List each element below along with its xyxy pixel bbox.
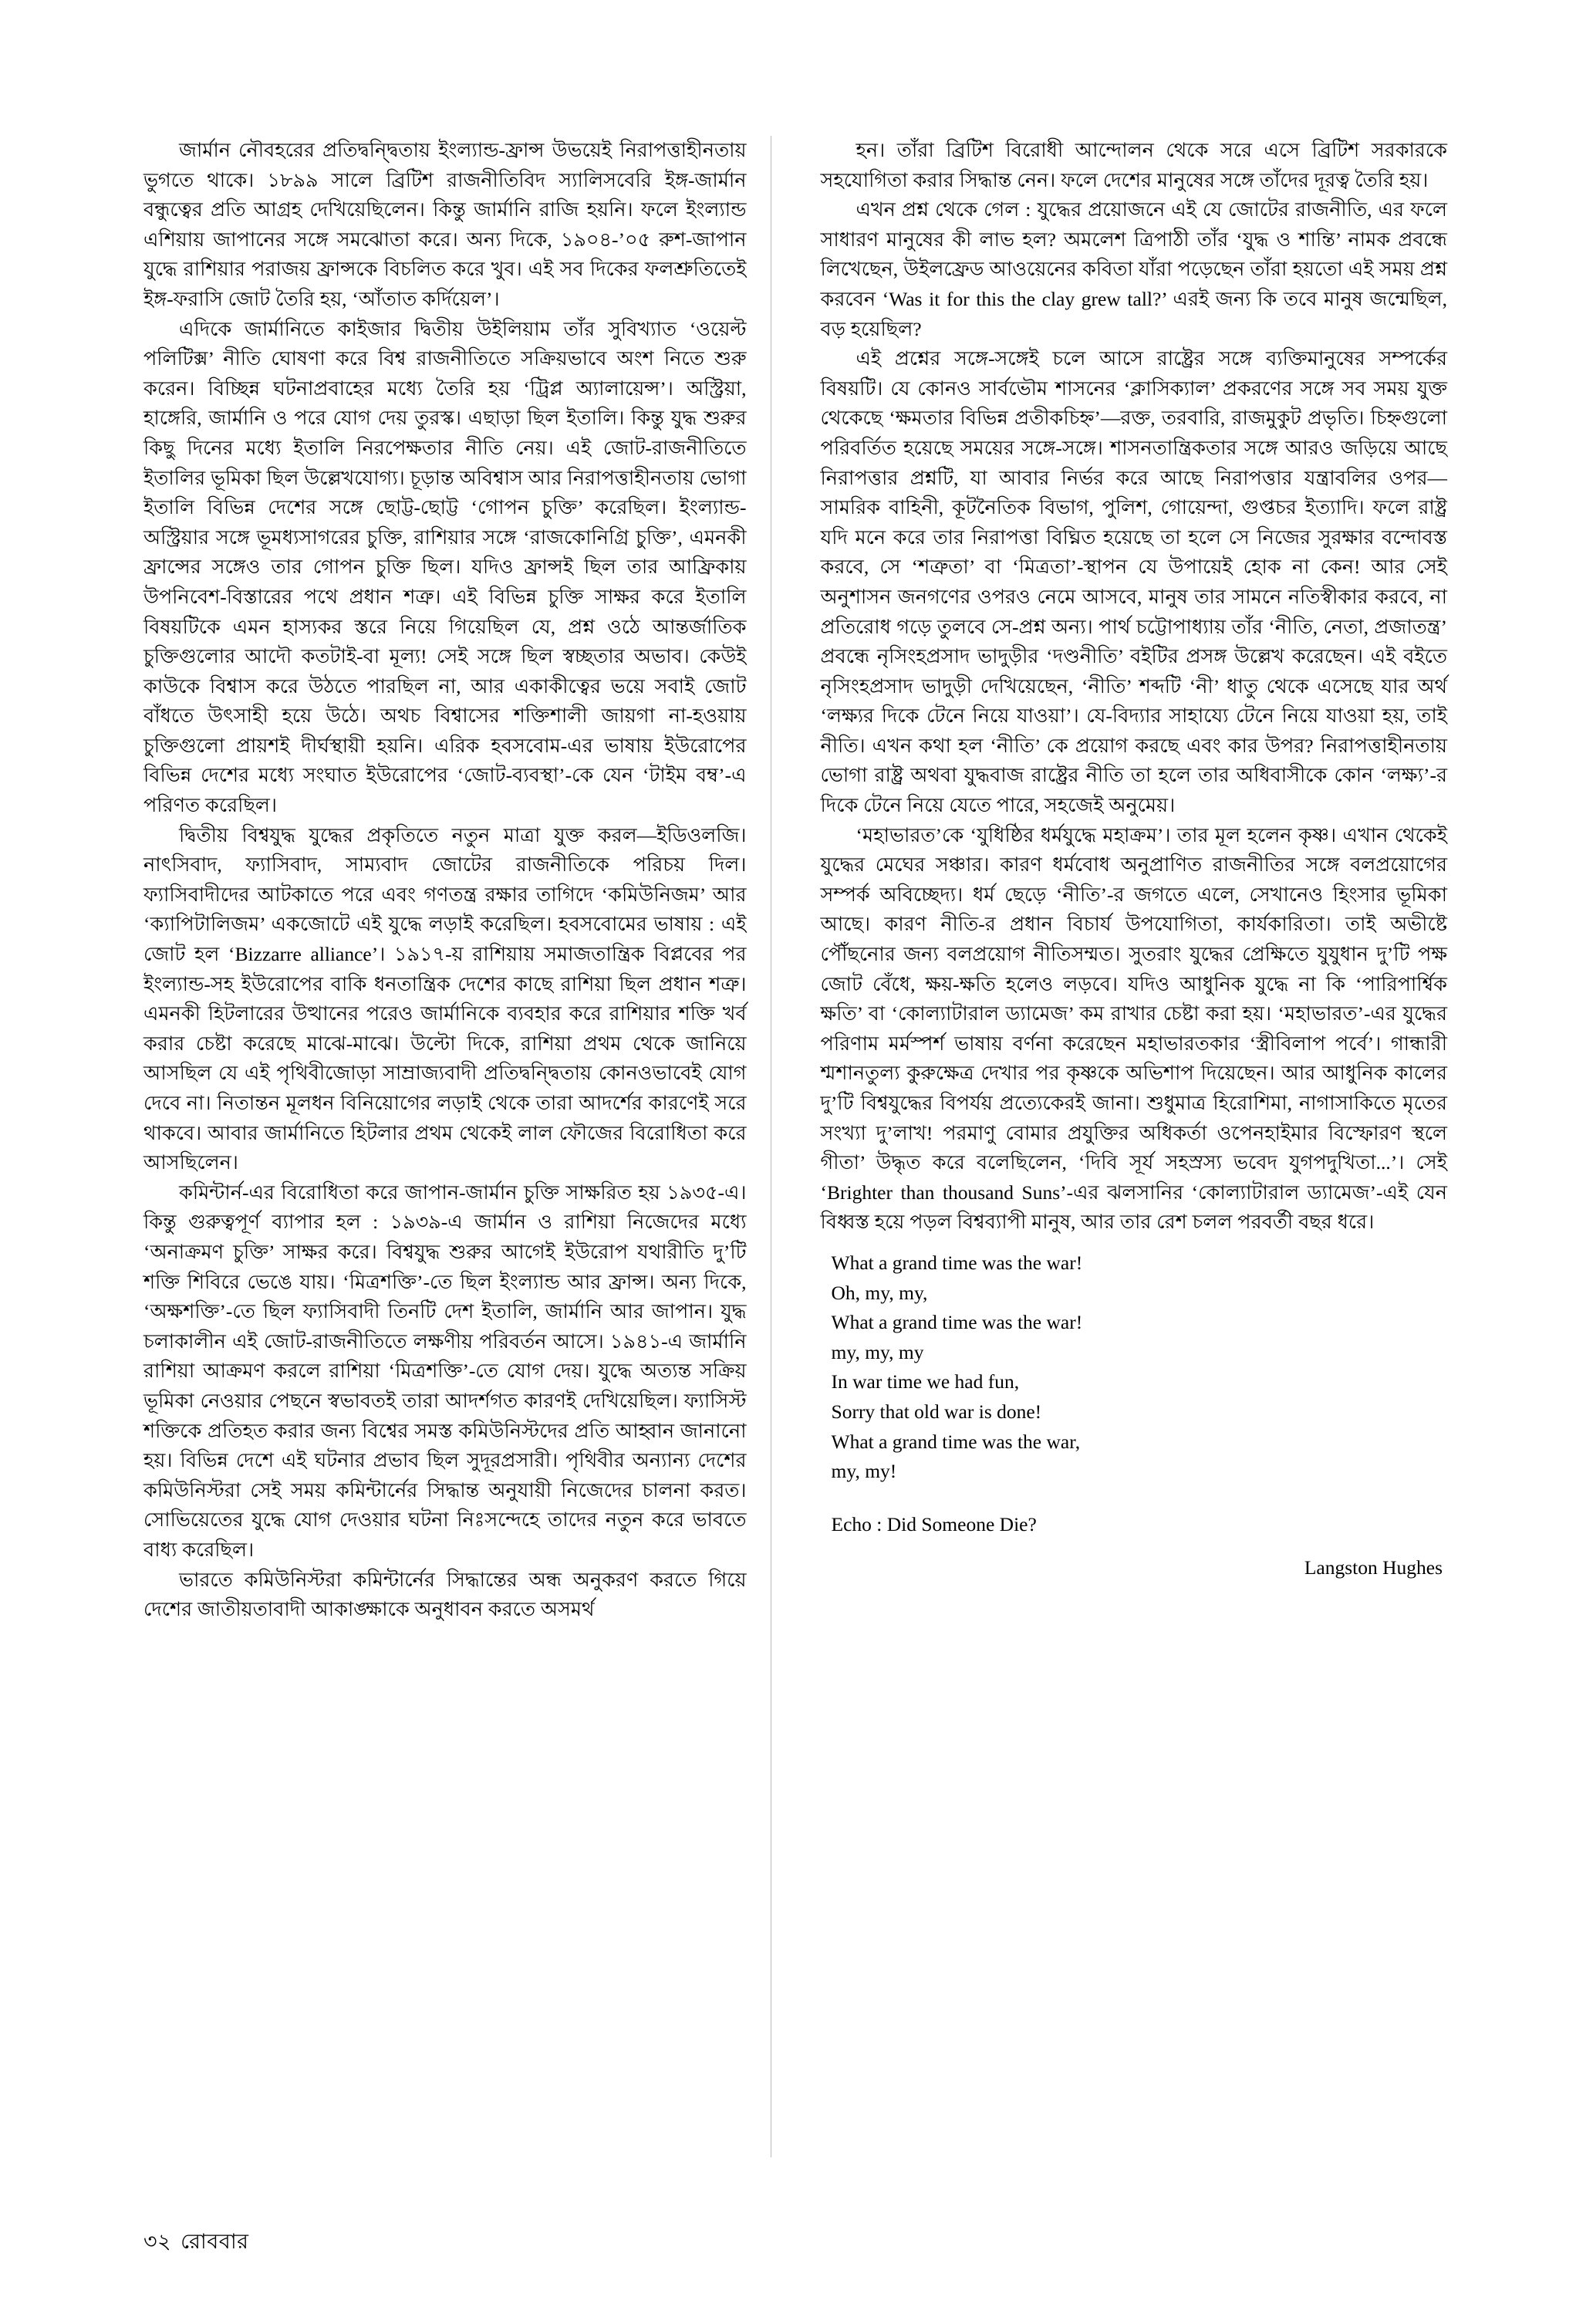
paragraph: জার্মান নৌবহরের প্রতিদ্বন্দ্বিতায় ইংল্যান্ড-ফ্রান্স উভয়েই নিরাপত্তাহীনতায় ভুগতে থাকে। ১৮৯৯ সালে ব্রিটিশ রাজনীতিবিদ স্যালিসবেরি ইঙ্গ-জার্মান বন্ধুত্বের প্রতি আগ্রহ দেখিয়েছিলেন। কিন্তু জার্মানি রাজি হয়নি। ফলে ইংল্যান্ড এশিয়ায় জাপানের সঙ্গে সমঝোতা করে। অন্য দিকে, ১৯০৪-’০৫ রুশ-জাপান যুদ্ধে রাশিয়ার পরাজয় ফ্রান্সকে বিচলিত করে খুব। এই সব দিকের ফলশ্রুতিতেই ইঙ্গ-ফরাসি জোট তৈরি হয়, ‘আঁতাত কর্দিয়েল’। — [143, 139, 747, 310]
paragraph: ভারতে কমিউনিস্টরা কমিন্টার্নের সিদ্ধান্তের অন্ধ অনুকরণ করতে গিয়ে দেশের জাতীয়তাবাদী আকাঙ্ক্ষাকে অনুধাবন করতে অসমর্থ — [143, 1568, 747, 1621]
paragraph: এখন প্রশ্ন থেকে গেল : যুদ্ধের প্রয়োজনে এই যে জোটের রাজনীতি, এর ফলে সাধারণ মানুষের কী লাভ হল? অমলেশ ত্রিপাঠী তাঁর ‘যুদ্ধ ও শান্তি’ নামক প্রবন্ধে লিখেছেন, উইলফ্রেড আওয়েনের কবিতা যাঁরা পড়েছেন তাঁরা হয়তো এই সময় প্রশ্ন করবেন ‘Was it for this the clay grew tall?’ এরই জন্য কি তবে মানুষ জন্মেছিল, বড় হয়েছিল? — [820, 198, 1447, 340]
poem-line: What a grand time was the war! — [831, 1311, 1083, 1334]
paragraph: এদিকে জার্মানিতে কাইজার দ্বিতীয় উইলিয়াম তাঁর সুবিখ্যাত ‘ওয়েল্ট পলিটিক্স’ নীতি ঘোষণা করে বিশ্ব রাজনীতিতে সক্রিয়ভাবে অংশ নিতে শুরু করেন। বিচ্ছিন্ন ঘটনাপ্রবাহের মধ্যে তৈরি হয় ‘ট্রিপ্ল অ্যালায়েন্স’। অস্ট্রিয়া, হাঙ্গেরি, জার্মানি ও পরে যোগ দেয় তুরস্ক। এছাড়া ছিল ইতালি। কিন্তু যুদ্ধ শুরুর কিছু দিনের মধ্যে ইতালি নিরপেক্ষতার নীতি নেয়। এই জোট-রাজনীতিতে ইতালির ভূমিকা ছিল উল্লেখযোগ্য। চূড়ান্ত অবিশ্বাস আর নিরাপত্তাহীনতায় ভোগা ইতালি বিভিন্ন দেশের সঙ্গে ছোট্ট-ছোট্ট ‘গোপন চুক্তি’ করেছিল। ইংল্যান্ড-অস্ট্রিয়ার সঙ্গে ভূমধ্যসাগরের চুক্তি, রাশিয়ার সঙ্গে ‘রাজকোনিগ্রি চুক্তি’, এমনকী ফ্রান্সের সঙ্গেও তার গোপন চুক্তি ছিল। যদিও ফ্রান্সই ছিল তার আফ্রিকায় উপনিবেশ-বিস্তারের পথে প্রধান শত্রু। এই বিভিন্ন চুক্তি সাক্ষর করে ইতালি বিষয়টিকে এমন হাস্যকর স্তরে নিয়ে গিয়েছিল যে, প্রশ্ন ওঠে আন্তর্জাতিক চুক্তিগুলোর আদৌ কতটাই-বা মূল্য! সেই সঙ্গে ছিল স্বচ্ছতার অভাব। কেউই কাউকে বিশ্বাস করে উঠতে পারছিল না, আর একাকীত্বের ভয়ে সবাই জোট বাঁধতে উৎসাহী হয়ে উঠে। অথচ বিশ্বাসের শক্তিশালী জায়গা না-হওয়ায় চুক্তিগুলো প্রায়শই দীর্ঘস্থায়ী হয়নি। এরিক হবসবোম-এর ভাষায় ইউরোপের বিভিন্ন দেশের মধ্যে সংঘাত ইউরোপের ‘জোট-ব্যবস্থা’-কে যেন ‘টাইম বম্ব’-এ পরিণত করেছিল। — [143, 317, 747, 817]
two-column-body — [143, 136, 1447, 2157]
poem-spacer — [821, 1487, 1447, 1507]
paragraph: দ্বিতীয় বিশ্বযুদ্ধ যুদ্ধের প্রকৃতিতে নতুন মাত্রা যুক্ত করল—ইডিওলজি। নাৎসিবাদ, ফ্যাসিবাদ, সাম্যবাদ জোটের রাজনীতিকে পরিচয় দিল। ফ্যাসিবাদীদের আটকাতে পরে এবং গণতন্ত্র রক্ষার তাগিদে ‘কমিউনিজম’ আর ‘ক্যাপিটালিজম’ একজোটে এই যুদ্ধে লড়াই করেছিল। হবসবোমের ভাষায় : এই জোট হল ‘Bizzarre alliance’। ১৯১৭-য় রাশিয়ায় সমাজতান্ত্রিক বিপ্লবের পর ইংল্যান্ড-সহ ইউরোপের বাকি ধনতান্ত্রিক দেশের কাছে রাশিয়া ছিল প্রধান শত্রু। এমনকী হিটলারের উত্থানের পরেও জার্মানিকে ব্যবহার করে রাশিয়ার শক্তি খর্ব করার চেষ্টা করেছে মাঝে-মাঝে। উল্টো দিকে, রাশিয়া প্রথম থেকে জানিয়ে আসছিল যে এই পৃথিবীজোড়া সাম্রাজ্যবাদী প্রতিদ্বন্দ্বিতায় কোনওভাবেই যোগ দেবে না। নিতান্তন মূলধন বিনিয়োগের লড়াই থেকে তারা আদর্শের কারণেই সরে থাকবে। আবার জার্মানিতে হিটলার প্রথম থেকেই লাল ফৌজের বিরোধিতা করে আসছিলেন। — [143, 823, 747, 1174]
masthead-name: রোববার — [181, 2230, 249, 2253]
page-footer — [143, 2226, 249, 2261]
poem-line: Sorry that old war is done! — [831, 1400, 1042, 1423]
poem-echo-line: Echo : Did Someone Die? — [831, 1512, 1037, 1535]
poem-attribution: Langston Hughes — [1304, 1556, 1443, 1579]
poem-line: In war time we had fun, — [831, 1370, 1020, 1393]
poem-line: my, my, my — [831, 1340, 924, 1363]
poem-line: my, my! — [831, 1460, 897, 1483]
paragraph: ‘মহাভারত’কে ‘যুধিষ্ঠির ধর্মযুদ্ধে মহাক্রম’। তার মূল হলেন কৃষ্ণ। এখান থেকেই যুদ্ধের মেঘের সঞ্চার। কারণ ধর্মবোধ অনুপ্রাণিত রাজনীতির সঙ্গে বলপ্রয়োগের সম্পর্ক অবিচ্ছেদ্য। ধর্ম ছেড়ে ‘নীতি’-র জগতে এলে, সেখানেও হিংসার ভূমিকা আছে। কারণ নীতি-র প্রধান বিচার্য উপযোগিতা, কার্যকারিতা। তাই অভীষ্টে পৌঁছনোর জন্য বলপ্রয়োগ নীতিসম্মত। সুতরাং যুদ্ধের প্রেক্ষিতে যুযুধান দু’টি পক্ষ জোট বেঁধে, ক্ষয়-ক্ষতি হলেও লড়বে। যদিও আধুনিক যুদ্ধে না কি ‘পারিপার্শ্বিক ক্ষতি’ বা ‘কোল্যাটারাল ড্যামেজ’ কম রাখার চেষ্টা করা হয়। ‘মহাভারত’-এর যুদ্ধের পরিণাম মর্মস্পর্শ ভাষায় বর্ণনা করেছেন মহাভারতকার ‘স্ত্রীবিলাপ পর্বে’। গান্ধারী শ্মশানতুল্য কুরুক্ষেত্র দেখার পর কৃষ্ণকে অভিশাপ দিয়েছেন। আর আধুনিক কালের দু’টি বিশ্বযুদ্ধের বিপর্যয় প্রত্যেকেরই জানা। শুধুমাত্র হিরোশিমা, নাগাসাকিতে মৃতের সংখ্যা দু’লাখ! পরমাণু বোমার প্রযুক্তির অধিকর্তা ওপেনহাইমার বিস্ফোরণ স্থলে গীতা’ উদ্ধৃত করে বলেছিলেন, ‘দিবি সূর্য সহস্রস্য ভবেদ যুগপদুখিতা...’। সেই ‘Brighter than thousand Suns’-এর ঝলসানির ‘কোল্যাটারাল ড্যামেজ’-এই যেন বিধ্বস্ত হয়ে পড়ল বিশ্বব্যাপী মানুষ, আর তার রেশ চলল পরবর্তী বছর ধরে। — [820, 823, 1447, 1234]
left-column — [143, 136, 771, 2157]
page-number: ৩২ — [143, 2230, 172, 2253]
paragraph: এই প্রশ্নের সঙ্গে-সঙ্গেই চলে আসে রাষ্ট্রের সঙ্গে ব্যক্তিমানুষের সম্পর্কের বিষয়টি। যে কোনও সার্বভৌম শাসনের ‘ক্লাসিক্যাল’ প্রকরণের সঙ্গে সব সময় যুক্ত থেকেছে ‘ক্ষমতার বিভিন্ন প্রতীকচিহ্ন’—রক্ত, তরবারি, রাজমুকুট প্রভৃতি। চিহ্নগুলো পরিবর্তিত হয়েছে সময়ের সঙ্গে-সঙ্গে। শাসনতান্ত্রিকতার সঙ্গে আরও জড়িয়ে আছে নিরাপত্তার প্রশ্নটি, যা আবার নির্ভর করে আছে নিরাপত্তার যন্ত্রাবলির ওপর—সামরিক বাহিনী, কূটনৈতিক বিভাগ, পুলিশ, গোয়েন্দা, গুপ্তচর ইত্যাদি। ফলে রাষ্ট্র যদি মনে করে তার নিরাপত্তা বিঘ্নিত হয়েছে তা হলে সে নিজের সুরক্ষার বন্দোবস্ত করবে, সে ‘শত্রুতা’ বা ‘মিত্রতা’-স্থাপন যে উপায়েই হোক না কেন! আর সেই অনুশাসন জনগণের ওপরও নেমে আসবে, মানুষ তার সামনে নতিস্বীকার করবে, না প্রতিরোধ গড়ে তুলবে সে-প্রশ্ন অন্য। পার্থ চট্টোপাধ্যায় তাঁর ‘নীতি, নেতা, প্রজাতন্ত্র’ প্রবন্ধে নৃসিংহপ্রসাদ ভাদুড়ীর ‘দণ্ডনীতি’ বইটির প্রসঙ্গ উল্লেখ করেছেন। এই বইতে নৃসিংহপ্রসাদ ভাদুড়ী দেখিয়েছেন, ‘নীতি’ শব্দটি ‘নী’ ধাতু থেকে এসেছে যার অর্থ ‘লক্ষ্যর দিকে টেনে নিয়ে যাওয়া’। যে-বিদ্যার সাহায্যে টেনে নিয়ে যাওয়া হয়, তাই নীতি। এখন কথা হল ‘নীতি’ কে প্রয়োগ করছে এবং কার উপর? নিরাপত্তাহীনতায় ভোগা রাষ্ট্র অথবা যুদ্ধবাজ রাষ্ট্রের নীতি তা হলে তার অধিবাসীকে কোন ‘লক্ষ্য’-র দিকে টেনে নিয়ে যেতে পারে, সহজেই অনুমেয়। — [820, 347, 1447, 817]
poem-line: Oh, my, my, — [831, 1281, 928, 1304]
paragraph: হন। তাঁরা ব্রিটিশ বিরোধী আন্দোলন থেকে সরে এসে ব্রিটিশ সরকারকে সহযোগিতা করার সিদ্ধান্ত নেন। ফলে দেশের মানুষের সঙ্গে তাঁদের দূরত্ব তৈরি হয়। — [820, 139, 1447, 191]
poem-line: What a grand time was the war! — [831, 1251, 1083, 1274]
right-column — [821, 136, 1447, 2157]
poem-line: What a grand time was the war, — [831, 1430, 1081, 1453]
paragraph: কমিন্টার্ন-এর বিরোধিতা করে জাপান-জার্মান চুক্তি সাক্ষরিত হয় ১৯৩৫-এ। কিন্তু গুরুত্বপূর্ণ ব্যাপার হল : ১৯৩৯-এ জার্মান ও রাশিয়া নিজেদের মধ্যে ‘অনাক্রমণ চুক্তি’ সাক্ষর করে। বিশ্বযুদ্ধ শুরুর আগেই ইউরোপ যথারীতি দু’টি শক্তি শিবিরে ভেঙে যায়। ‘মিত্রশক্তি’-তে ছিল ইংল্যান্ড আর ফ্রান্স। অন্য দিকে, ‘অক্ষশক্তি’-তে ছিল ফ্যাসিবাদী তিনটি দেশ ইতালি, জার্মানি আর জাপান। যুদ্ধ চলাকালীন এই জোট-রাজনীতিতে লক্ষণীয় পরিবর্তন আসে। ১৯৪১-এ জার্মানি রাশিয়া আক্রমণ করলে রাশিয়া ‘মিত্রশক্তি’-তে যোগ দেয়। যুদ্ধে অত্যন্ত সক্রিয় ভূমিকা নেওয়ার পেছনে স্বভাবতই তারা আদর্শগত কারণই দেখিয়েছিল। ফ্যাসিস্ট শক্তিকে প্রতিহত করার জন্য বিশ্বের সমস্ত কমিউনিস্টদের প্রতি আহ্বান জানানো হয়। বিভিন্ন দেশে এই ঘটনার প্রভাব ছিল সুদূরপ্রসারী। পৃথিবীর অন্যান্য দেশের কমিউনিস্টরা সেই সময় কমিন্টার্নের সিদ্ধান্ত অনুযায়ী নিজেদের চালনা করত। সোভিয়েতের যুদ্ধে যোগ দেওয়ার ঘটনা নিঃসন্দেহে তাদের নতুন করে ভাবতে বাধ্য করেছিল। — [143, 1181, 747, 1561]
poem-quote — [821, 1248, 1447, 1583]
